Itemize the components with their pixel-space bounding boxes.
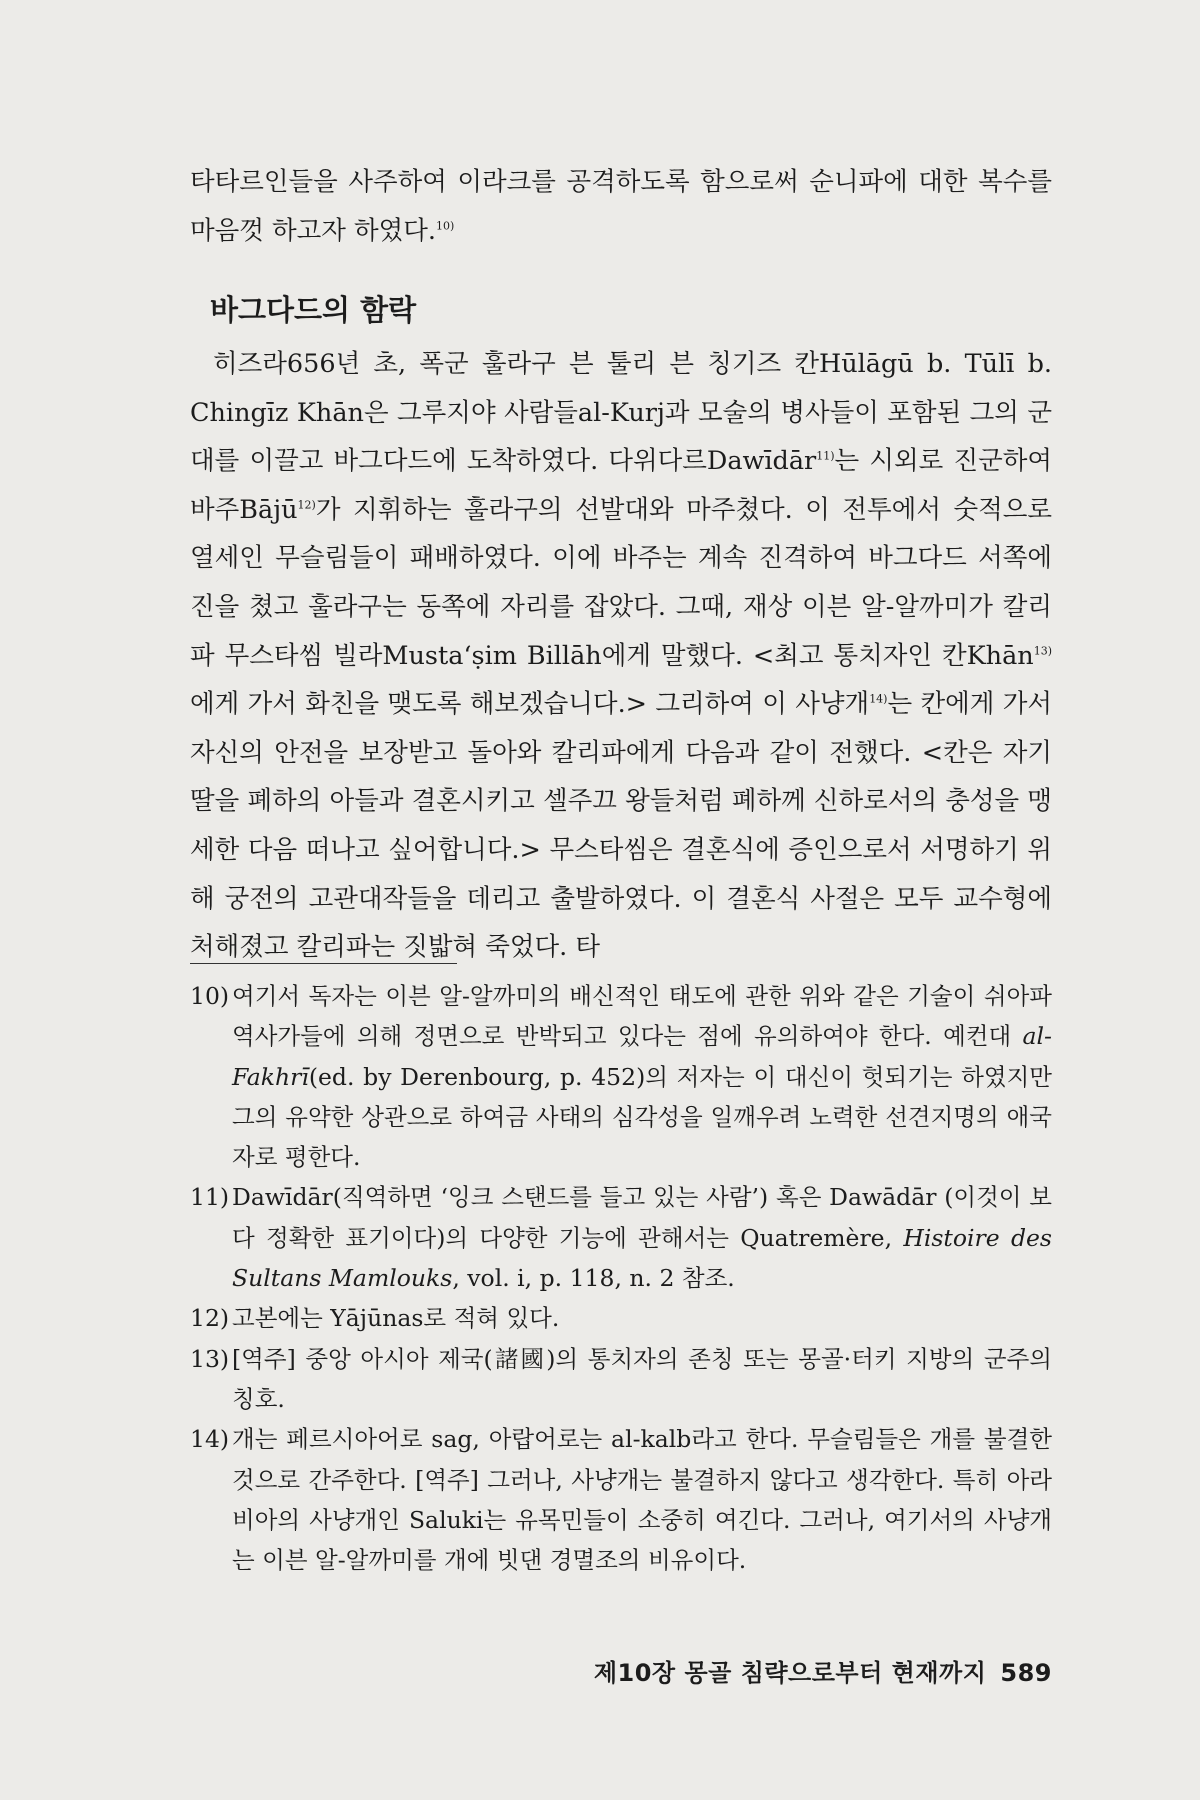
text-segment: 는 칸에게 가서 자신의 안전을 보장받고 돌아와 칼리파에게 다음과 같이 전했다. <칸은 자기 딸을 폐하의 아들과 결혼시키고 셀주끄 왕들처럼 폐하께 신하로서의 충성을 맹세한 다음 떠나고 싶어합니다.> 무스타씸은 결혼식에 증인으로서 서명하기 위해 궁전의 고관대작들을 데리고 출발하였다. 이 결혼식 사절은 모두 교수형에 처해졌고 칼리파는 짓밟혀 죽었다. 타 — [190, 689, 1053, 963]
footnote-text-part: , vol. i, p. 118, n. 2 참조. — [452, 1264, 735, 1293]
footnote-14 — [190, 1419, 1052, 1580]
continued-paragraph — [190, 158, 1052, 255]
footnotes — [190, 976, 1052, 1580]
footnote-divider — [190, 963, 457, 964]
note-ref-10: 10) — [436, 219, 455, 233]
text-segment: 히즈라656년 초, 폭군 훌라구 븐 툴리 븐 칭기즈 칸Hūlāgū b. Tūlī b. Chingīz Khān은 그루지야 사람들al-Kurj과 모술의 병사들이 포함된 그의 군대를 이끌고 바그다드에 도착하였다. 다위다르Dawīdār — [190, 349, 1052, 477]
footnote-italic-title: Histoire des Sultans Mamlouks — [232, 1223, 1052, 1293]
footnote-number: 14) — [190, 1425, 230, 1454]
footnote-13 — [190, 1339, 1052, 1420]
paragraph-text: 타타르인들을 사주하여 이라크를 공격하도록 함으로써 순니파에 대한 복수를 마음껏 하고자 하였다. — [190, 167, 1052, 246]
note-ref-11: 11) — [816, 449, 835, 463]
text-segment: 는 시외로 진군하여 바주Bājū — [190, 446, 1052, 525]
note-ref-12: 12) — [297, 498, 316, 512]
page-number: 589 — [1000, 1659, 1052, 1687]
footnote-text: [역주] 중앙 아시아 제국(諸國)의 통치자의 존칭 또는 몽골·터키 지방의 군주의 칭호. — [232, 1344, 1052, 1413]
footnote-number: 11) — [190, 1183, 230, 1212]
section-paragraph — [190, 340, 1052, 972]
footnote-text — [232, 1177, 1052, 1298]
footnote-text — [232, 976, 1052, 1177]
footnote-text-part: 여기서 독자는 이븐 알-알까미의 배신적인 태도에 관한 위와 같은 기술이 쉬아파 역사가들에 의해 정면으로 반박되고 있다는 점에 유의하여야 한다. 예컨대 — [232, 982, 1052, 1051]
running-footer — [594, 1653, 1052, 1688]
footnote-italic-title: al-Fakhrī — [232, 1022, 1052, 1091]
footnote-12 — [190, 1298, 1052, 1338]
footnote-text-part: Dawīdār(직역하면 ‘잉크 스탠드를 들고 있는 사람’) 혹은 Dawādār (이것이 보다 정확한 표기이다)의 다양한 기능에 관해서는 Quatremère, — [232, 1183, 1052, 1252]
note-ref-14: 14) — [869, 692, 888, 706]
text-segment: 에게 가서 화친을 맺도록 해보겠습니다.> 그리하여 이 사냥개 — [190, 689, 870, 720]
section-heading: 바그다드의 함락 — [210, 293, 417, 327]
footnote-number: 10) — [190, 982, 230, 1010]
footnote-text: 개는 페르시아어로 sag, 아랍어로는 al-kalb라고 한다. 무슬림들은 개를 불결한 것으로 간주한다. [역주] 그러나, 사냥개는 불결하지 않다고 생각한다. 특히 아라비아의 사냥개인 Saluki는 유목민들이 소중히 여긴다. 그러나, 여기서의 사냥개는 이븐 알-알까미를 개에 빗댄 경멸조의 비유이다. — [232, 1425, 1052, 1575]
note-ref-13: 13) — [1033, 644, 1052, 658]
footnote-number: 13) — [190, 1344, 230, 1373]
text-segment: 가 지휘하는 훌라구의 선발대와 마주쳤다. 이 전투에서 숫적으로 열세인 무슬림들이 패배하였다. 이에 바주는 계속 진격하여 바그다드 서쪽에 진을 쳤고 훌라구는 동쪽에 자리를 잡았다. 그때, 재상 이븐 알-알까미가 칼리파 무스타씸 빌라Musta‘ṣim Billāh에게 말했다. <최고 통치자인 칸Khān — [190, 494, 1052, 671]
footnote-11 — [190, 1177, 1052, 1298]
footnote-text: 고본에는 Yājūnas로 적혀 있다. — [232, 1304, 560, 1333]
footnote-text-part: (ed. by Derenbourg, p. 452)의 저자는 이 대신이 헛되기는 하였지만 그의 유약한 상관으로 하여금 사태의 심각성을 일깨우려 노력한 선견지명의 애국자로 평한다. — [232, 1062, 1052, 1172]
footnote-number: 12) — [190, 1304, 230, 1333]
footnote-10 — [190, 976, 1052, 1177]
chapter-title: 제10장 몽골 침략으로부터 현재까지 — [593, 1659, 987, 1687]
